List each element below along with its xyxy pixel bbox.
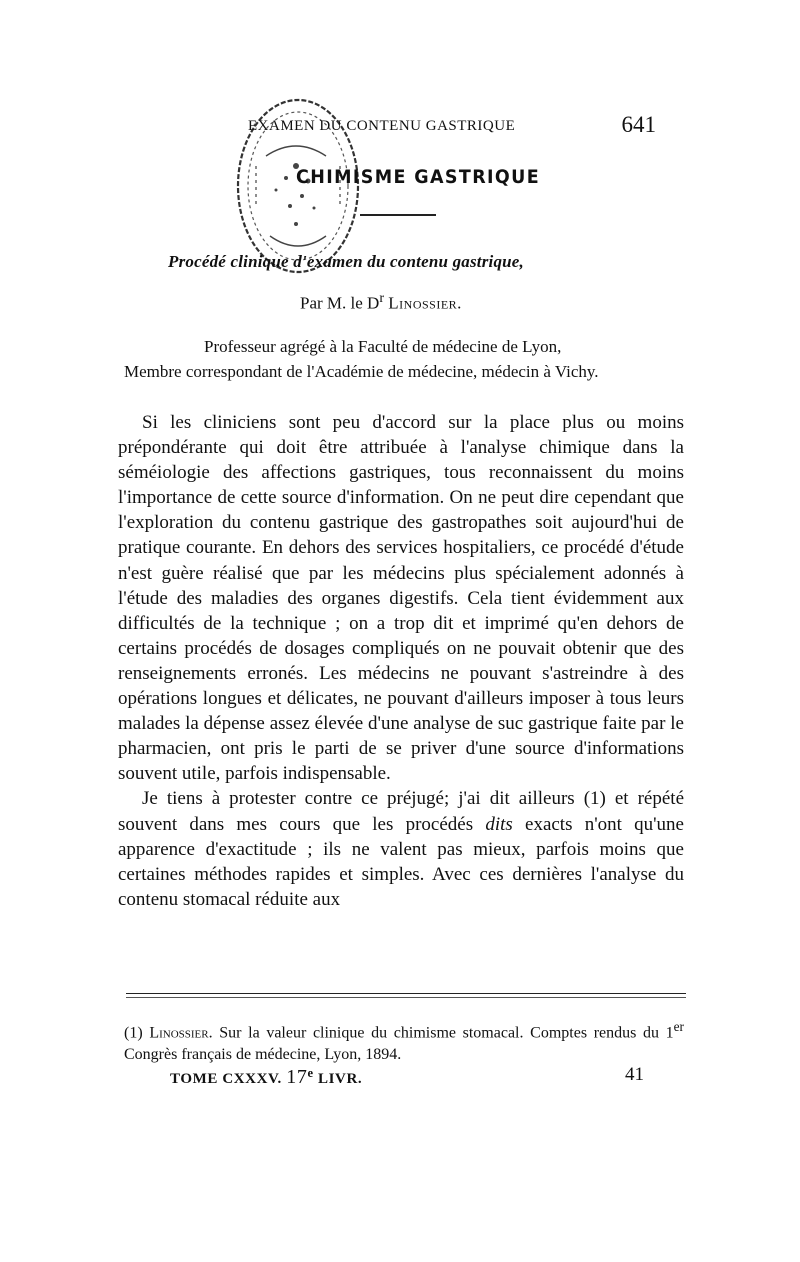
footnote-divider xyxy=(126,993,686,994)
paragraph-1: Si les cliniciens sont peu d'accord sur la place plus ou moins prépondérante qui doit être attribuée à l'analyse chimique dans la séméiologie des affections gastriques, tous reconnaissent du moins l'importance de cette source d'information. On ne peut dire cependant que l'exploration du contenu gastrique des gastropathes soit aujourd'hui de pratique courante. En dehors des services hospitaliers, ce procédé d'étude n'est guère réalisé que par les médecins plus spécialement adonnés à l'étude des maladies des organes digestifs. Cela tient évidemment aux difficultés de la technique ; on a trop dit et imprimé qu'en dehors de certains procédés de dosages compliqués on ne pouvait obtenir que des renseignements erronés. Les médecins ne pouvant s'astreindre à des opérations longues et délicates, ne pouvant d'ailleurs imposer à tous leurs malades la dépense assez élevée d'une analyse de suc gastrique faite par le pharmacien, ont pris le parti de se priver d'une source d'informations souvent utile, parfois indispensable. xyxy=(118,412,684,785)
body-text xyxy=(118,410,684,912)
signature-livr-superscript: e xyxy=(307,1066,314,1080)
signature-tome: TOME CXXXV. xyxy=(170,1071,282,1087)
author-name: Linossier. xyxy=(388,293,462,313)
author-prefix: Par M. le D xyxy=(300,293,380,313)
sheet-number: 41 xyxy=(625,1064,644,1085)
section-title: CHIMISME GASTRIQUE xyxy=(296,166,541,188)
footnote-text-a: Sur la valeur clinique du chimisme stomacal. Comptes rendus du 1 xyxy=(212,1024,674,1042)
author-affiliation-1: Professeur agrégé à la Faculté de médecine de Lyon, xyxy=(204,337,562,356)
footnote xyxy=(124,1016,684,1066)
paragraph-2-part-a: Je tiens à protester contre ce préjugé; j'ai dit ailleurs (1) et répété souvent dans mes cours que les procédés xyxy=(118,788,684,835)
paragraph-2-emphasis: dits xyxy=(485,813,513,835)
paragraph-2 xyxy=(118,786,684,911)
page-number: 641 xyxy=(621,112,656,137)
footnote-divider-secondary xyxy=(126,997,686,998)
paragraph-2-part-b: exacts n'ont qu'une apparence d'exactitude ; ils ne valent pas mieux, parfois moins que certaines méthodes rapides et simples. Avec ces dernières l'analyse du contenu stomacal réduite aux xyxy=(118,813,684,910)
article-author xyxy=(300,290,462,314)
footnote-superscript: er xyxy=(673,1019,684,1034)
footnote-text-b: Congrès français de médecine, Lyon, 1894. xyxy=(124,1046,402,1064)
footnote-author: Linossier. xyxy=(149,1024,213,1042)
article-heading: Procédé clinique d'examen du contenu gastrique, xyxy=(168,252,525,271)
author-prefix-superscript: r xyxy=(379,290,385,306)
signature-livr-number: 17 xyxy=(286,1066,308,1088)
author-affiliation-2: Membre correspondant de l'Académie de médecine, médecin à Vichy. xyxy=(124,362,599,381)
running-header xyxy=(248,112,660,144)
footnote-marker: (1) xyxy=(124,1024,143,1042)
section-divider xyxy=(360,214,436,216)
printer-signature xyxy=(170,1066,362,1089)
signature-livr: LIVR. xyxy=(317,1071,363,1087)
running-title: EXAMEN DU CONTENU GASTRIQUE xyxy=(248,118,516,134)
